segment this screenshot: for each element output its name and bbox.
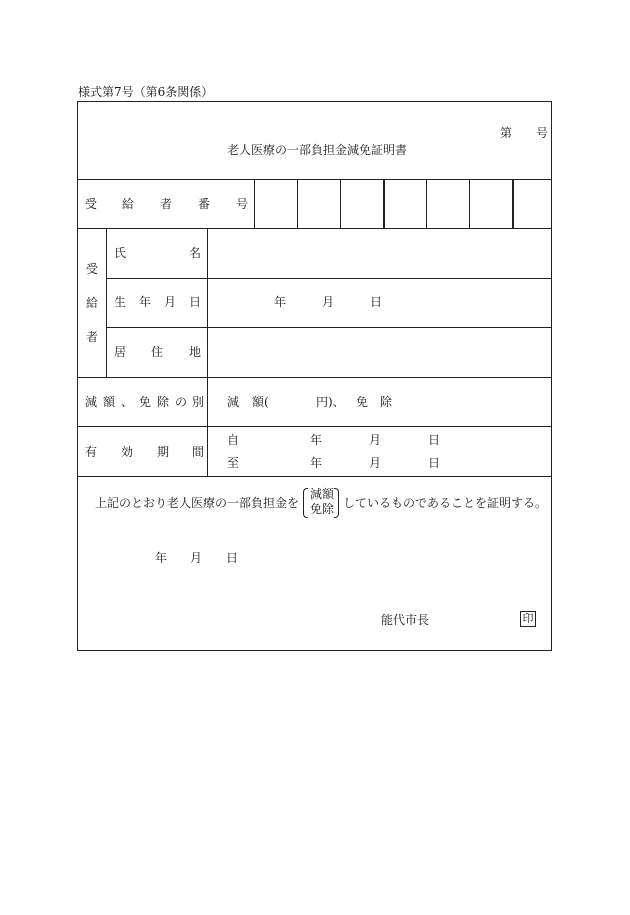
certificate-number-prefix: 第 [500, 126, 513, 140]
validity-from-month-unit: 月 [369, 433, 382, 447]
number-box-separator [469, 179, 470, 228]
validity-to-label: 至 [227, 456, 240, 470]
divider-birth [106, 327, 552, 328]
reduction-label-char: 減 [85, 395, 98, 409]
validity-from-year-unit: 年 [310, 433, 323, 447]
statement-option-reduction: 減額 [310, 487, 335, 501]
reduction-label-char: 額 [103, 395, 116, 409]
recipient-number-label-char: 番 [198, 197, 211, 211]
reduction-label-char: 除 [157, 395, 170, 409]
reduction-option-char: 減 [227, 395, 240, 409]
reduction-label-char: 別 [192, 395, 205, 409]
divider-recipient [77, 377, 552, 378]
reduction-label-char: 免 [139, 395, 152, 409]
address-label-char: 居 [114, 345, 127, 359]
name-label-char: 名 [189, 246, 202, 260]
number-box-separator [297, 179, 298, 228]
issuer-name: 能代市長 [381, 613, 430, 627]
option-bracket-left [303, 488, 308, 518]
recipient-number-label-char: 受 [85, 197, 98, 211]
option-bracket-right [334, 488, 339, 518]
reduction-label-char: 、 [121, 395, 134, 409]
number-box-separator [340, 179, 341, 228]
statement-suffix: しているものであることを証明する。 [343, 496, 548, 510]
birth-month-unit: 月 [322, 295, 335, 309]
number-box-separator [254, 179, 255, 228]
birth-day-unit: 日 [370, 295, 383, 309]
reduction-label-char: の [175, 395, 188, 409]
number-box-separator [512, 179, 514, 228]
exemption-option-char: 除 [380, 395, 393, 409]
address-label-char: 住 [151, 345, 164, 359]
recipient-number-digit-box[interactable] [386, 181, 425, 226]
divider-name [106, 278, 552, 279]
validity-label-char: 有 [85, 445, 98, 459]
statement-option-exemption: 免除 [310, 502, 335, 516]
recipient-number-digit-box[interactable] [471, 181, 511, 226]
recipient-group-label-char: 受 [85, 262, 98, 276]
label-column-separator [207, 228, 208, 476]
number-box-separator [383, 179, 385, 228]
birthdate-label-char: 月 [164, 295, 177, 309]
number-box-separator [426, 179, 427, 228]
statement-prefix: 上記のとおり老人医療の一部負担金を [95, 496, 300, 510]
recipient-group-label-char: 給 [85, 296, 98, 310]
name-field[interactable] [209, 230, 550, 276]
reduction-amount-close: 円)、 [316, 395, 345, 409]
birthdate-label-char: 日 [189, 295, 202, 309]
issue-year-unit: 年 [155, 551, 168, 565]
recipient-number-label-char: 号 [236, 197, 249, 211]
validity-label-char: 効 [121, 445, 134, 459]
divider-number [77, 228, 552, 229]
validity-to-year-unit: 年 [310, 456, 323, 470]
recipient-number-label-char: 給 [122, 197, 135, 211]
recipient-number-digit-box[interactable] [428, 181, 468, 226]
validity-from-day-unit: 日 [428, 433, 441, 447]
issue-month-unit: 月 [190, 551, 203, 565]
issue-day-unit: 日 [226, 551, 239, 565]
divider-header [77, 179, 552, 180]
recipient-number-digit-box[interactable] [299, 181, 339, 226]
reduction-amount-field[interactable] [276, 392, 314, 410]
birthdate-label-char: 年 [139, 295, 152, 309]
birth-year-unit: 年 [274, 295, 287, 309]
certificate-number-suffix: 号 [536, 126, 549, 140]
divider-validity [77, 476, 552, 477]
exemption-option-char: 免 [356, 395, 369, 409]
validity-to-month-unit: 月 [369, 456, 382, 470]
validity-label-char: 間 [192, 445, 205, 459]
form-number-label: 様式第7号（第6条関係） [78, 85, 214, 99]
name-label-char: 氏 [114, 246, 127, 260]
validity-from-label: 自 [227, 433, 240, 447]
divider-reduction [77, 426, 552, 427]
validity-to-day-unit: 日 [428, 456, 441, 470]
validity-label-char: 期 [157, 445, 170, 459]
birthdate-label-char: 生 [114, 295, 127, 309]
reduction-amount-open: 額( [252, 395, 269, 409]
address-label-char: 地 [189, 345, 202, 359]
seal-mark: 印 [520, 611, 536, 627]
recipient-number-digit-box[interactable] [256, 181, 296, 226]
document-title: 老人医療の一部負担金減免証明書 [227, 143, 408, 157]
recipient-number-label-char: 者 [160, 197, 173, 211]
address-field[interactable] [209, 329, 550, 375]
recipient-number-digit-box[interactable] [342, 181, 382, 226]
recipient-group-separator [106, 228, 107, 377]
recipient-group-label-char: 者 [85, 330, 98, 344]
